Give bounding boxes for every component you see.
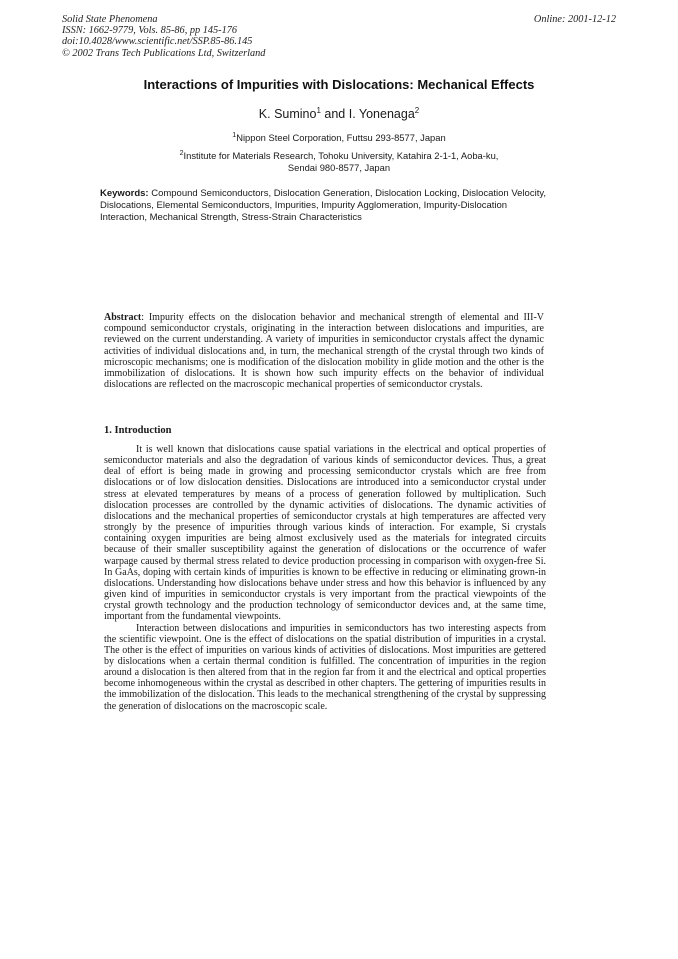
online-date: Online: 2001-12-12	[533, 14, 616, 25]
doi-line[interactable]: doi:10.4028/www.scientific.net/SSP.85-86.145	[62, 36, 253, 48]
affil-text: Nippon Steel Corporation, Futtsu 293-8577, Japan	[236, 132, 446, 144]
author-line	[0, 106, 678, 121]
journal-name: Solid State Phenomena	[62, 14, 158, 25]
affil-text: Institute for Materials Research, Tohoku University, Katahira 2-1-1, Aoba-ku,	[183, 150, 499, 162]
author-affil-mark: 1	[316, 106, 321, 115]
author-name: K. Sumino	[258, 107, 317, 122]
introduction-body	[104, 444, 546, 712]
author-name: I. Yonenaga	[348, 107, 415, 122]
affil-text: Sendai 980-8577, Japan	[287, 162, 391, 174]
section-heading: 1. Introduction	[104, 425, 172, 436]
affiliation-2	[0, 148, 678, 174]
journal-header	[62, 14, 265, 59]
keywords-block	[100, 188, 550, 224]
author-affil-mark: 2	[414, 106, 420, 115]
abstract-label: Abstract	[104, 312, 142, 323]
keywords-label: Keywords:	[100, 188, 149, 199]
affil-mark: 1	[232, 132, 237, 139]
paragraph: Interaction between dislocations and impurities in semiconductors has two interesting aspects from the scientific viewpoint. One is the effect of dislocations on the spatial distribution of impurities in a crystal. The other is the effect of impurities on various kinds of activities of dislocations. Most impurities are gettered by dislocations when a certain thermal condition is fulfilled. The concentration of impurities in the region around a dislocation is then altered from that in the region far from it and the electrical and optical properties become inhomogeneous within the crystal as described in other chapters. The gettering of impurities results in the immobilization of the dislocation. This leads to the mechanical strengthening of the crystal by suppressing the generation of dislocations on the macroscopic scale.	[104, 622, 546, 712]
affiliation-1	[0, 130, 678, 144]
author-separator: and	[320, 107, 349, 122]
keywords-text: Compound Semiconductors, Dislocation Generation, Dislocation Locking, Dislocation Velocity, Dislocations, Elemental Semiconductors, Impurities, Impurity Agglomeration, Impurity-Dislocation Interaction, Mechanical Strength, Stress-Strain Characteristics	[100, 188, 547, 223]
affil-mark: 2	[179, 150, 184, 157]
issn-line: ISSN: 1662-9779, Vols. 85-86, pp 145-176	[62, 25, 238, 37]
copyright-line: © 2002 Trans Tech Publications Ltd, Switzerland	[62, 47, 266, 59]
paragraph: It is well known that dislocations cause spatial variations in the electrical and optical properties of semiconductor materials and also the degradation of various kinds of semiconductor devices. Thus, a great deal of effort is being made in growing and processing semiconductor crystals which are free from dislocations or of low dislocation densities. Dislocations are introduced into a semiconductor crystal under stress at elevated temperatures by means of a process of generation followed by multiplication. Such dislocation processes are controlled by the dynamic activities of dislocations. The dynamic activities of dislocations and the mechanical properties of semiconductor crystals at high temperatures are affected very strongly by the presence of impurities through various kinds of interaction. For example, Si crystals containing oxygen impurities are being almost exclusively used as the materials for integrated circuits because of their smaller susceptibility against the generation of dislocations or the occurrence of wafer warpage caused by thermal stress related to device production processing in comparison with oxygen-free Si. In GaAs, doping with certain kinds of impurities is known to be effective in reducing or eliminating grown-in dislocations. Understanding how dislocations behave under stress and how this behavior is influenced by any given kind of impurities in semiconductor crystals is very important from the practical viewpoints of the crystal growth technology and the production technology of semiconductor devices and, at the same time, important from the fundamental viewpoints.	[104, 444, 546, 623]
paper-title: Interactions of Impurities with Dislocations: Mechanical Effects	[143, 77, 535, 92]
abstract-text: : Impurity effects on the dislocation behavior and mechanical strength of elemental and III-V compound semiconductor crystals, originating in the interaction between dislocations and impurities, are reviewed on the current understanding. A variety of impurities in semiconductor crystals affect the dynamic activities of individual dislocations and, in turn, the mechanical strength of the crystal through two kinds of microscopic mechanisms; one is modification of the dislocation mobility in glide motion and the other is the immobilization of dislocations. It is shown how such impurity effects on the behavior of individual dislocations are reflected on the macroscopic mechanical properties of semiconductor crystals.	[104, 312, 544, 391]
abstract-block	[104, 312, 544, 390]
